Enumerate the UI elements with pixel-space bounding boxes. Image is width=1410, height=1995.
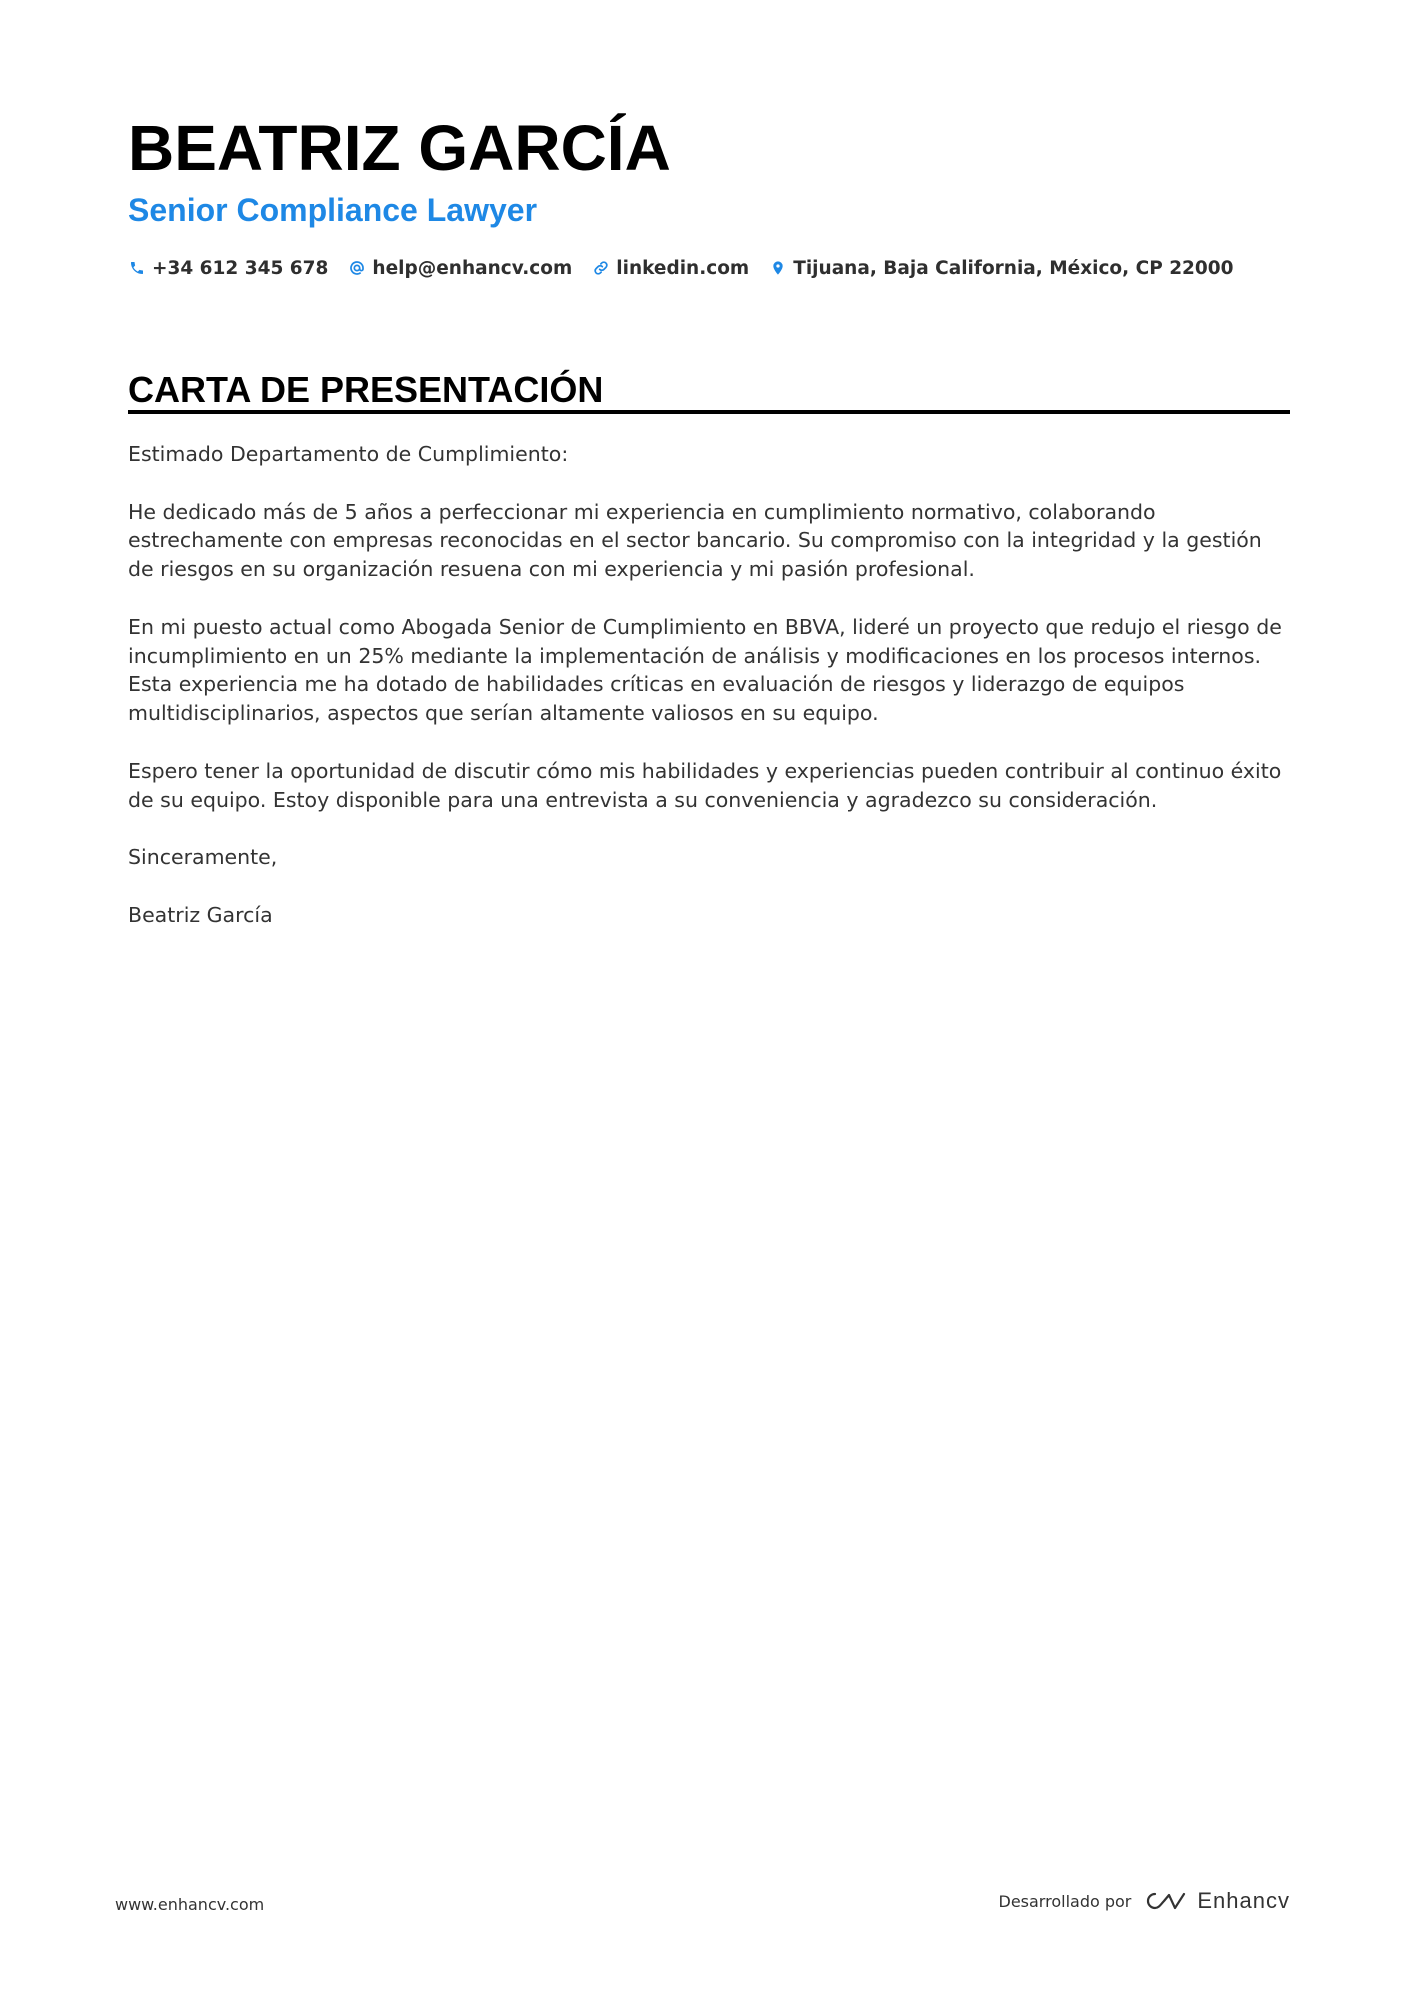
powered-by-label: Desarrollado por <box>998 1891 1132 1911</box>
contact-linkedin[interactable] <box>592 258 749 279</box>
job-title: Senior Compliance Lawyer <box>128 192 538 228</box>
link-icon <box>592 259 610 277</box>
contact-location <box>769 258 1233 279</box>
enhancv-logo-icon <box>1143 1888 1189 1914</box>
section-title: CARTA DE PRESENTACIÓN <box>128 369 604 410</box>
letter-paragraph: En mi puesto actual como Abogada Senior de Cumplimiento en BBVA, lideré un proyecto que redujo el riesgo de incumplimiento en un 25% mediante la implementación de análisis y modificaciones en los procesos internos. Esta experiencia me ha dotado de habilidades críticas en evaluación de riesgos y liderazgo de equipos multidisciplinarios, aspectos que serían altamente valiosos en su equipo. <box>128 614 1282 726</box>
letter-body <box>128 440 1290 958</box>
footer-branding <box>999 1888 1291 1914</box>
letter-paragraph: He dedicado más de 5 años a perfeccionar mi experiencia en cumplimiento normativo, colaborando estrechamente con empresas reconocidas en el sector bancario. Su compromiso con la integridad y la gestión de riesgos en su organización resuena con mi experiencia y mi pasión profesional. <box>128 499 1262 582</box>
contact-phone-text: +34 612 345 678 <box>152 257 329 279</box>
at-icon <box>348 259 366 277</box>
location-pin-icon <box>769 259 787 277</box>
contact-bar <box>128 254 1234 282</box>
letter-salutation: Estimado Departamento de Cumplimiento: <box>128 442 569 466</box>
contact-location-text: Tijuana, Baja California, México, CP 22000 <box>793 257 1234 279</box>
enhancv-logo[interactable] <box>1143 1888 1290 1914</box>
brand-name: Enhancv <box>1197 1888 1290 1913</box>
candidate-name: BEATRIZ GARCÍA <box>128 112 671 184</box>
letter-signature: Beatriz García <box>128 902 273 927</box>
letter-paragraph: Espero tener la oportunidad de discutir cómo mis habilidades y experiencias pueden contribuir al continuo éxito de su equipo. Estoy disponible para una entrevista a su conveniencia y agradezco su consideración. <box>128 758 1282 812</box>
phone-icon <box>128 259 146 277</box>
contact-email-text: help@enhancv.com <box>372 257 573 279</box>
section-divider <box>128 410 1290 414</box>
contact-phone[interactable] <box>128 258 328 279</box>
contact-linkedin-text: linkedin.com <box>616 257 750 279</box>
footer-website[interactable]: www.enhancv.com <box>115 1895 265 1914</box>
contact-email[interactable] <box>348 258 572 279</box>
letter-closing: Sinceramente, <box>128 845 278 870</box>
